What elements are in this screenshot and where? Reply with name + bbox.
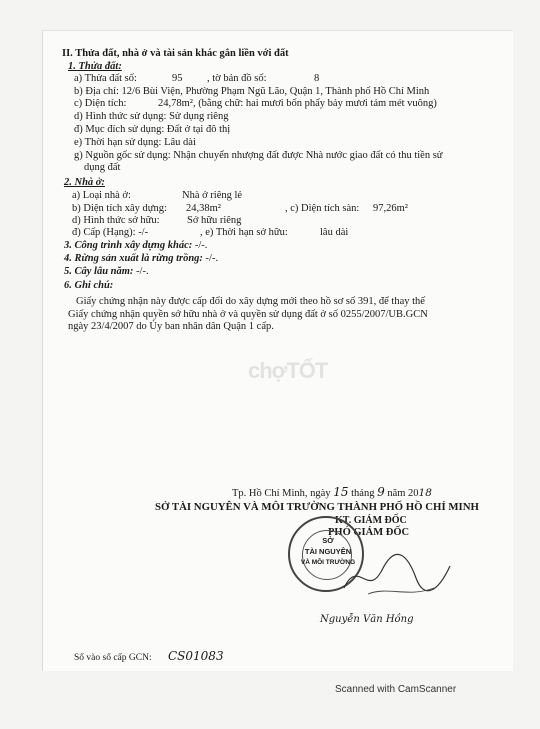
house-type-label: a) Loại nhà ở:	[72, 190, 131, 201]
date-day: 15	[333, 485, 349, 499]
house-heading: 2. Nhà ở:	[64, 177, 105, 188]
lot-number: 95	[172, 73, 183, 84]
other-construction-label: 3. Công trình xây dựng khác:	[64, 240, 193, 251]
use-form: d) Hình thức sử dụng: Sử dụng riêng	[74, 111, 229, 122]
floor-area-label: , c) Diện tích sàn:	[285, 203, 360, 214]
forest-label: 4. Rừng sản xuất là rừng trồng:	[64, 253, 203, 264]
ownership-value: Sở hữu riêng	[187, 215, 242, 226]
other-construction-value: -/-.	[192, 240, 208, 251]
registry-label: Số vào sổ cấp GCN:	[74, 653, 152, 663]
deputy-director: PHÓ GIÁM ĐỐC	[328, 527, 410, 538]
origin-line-1: g) Nguồn gốc sử dụng: Nhận chuyển nhượng đất được Nhà nước giao đất có thu tiền sử	[74, 150, 443, 161]
built-area-label: b) Diện tích xây dựng:	[72, 203, 167, 214]
use-purpose: đ) Mục đích sử dụng: Đất ở tại đô thị	[74, 124, 231, 135]
scanner-caption: Scanned with CamScanner	[335, 684, 457, 695]
perennial-label: 5. Cây lâu năm:	[64, 266, 134, 277]
ownership-term-label: , e) Thời hạn sở hữu:	[200, 227, 288, 238]
seal-line-3: VÀ MÔI TRƯỜNG	[300, 559, 356, 566]
kt-director: KT. GIÁM ĐỐC	[335, 515, 407, 526]
date-month: 9	[377, 485, 385, 499]
seal-line-2: TÀI NGUYÊN	[304, 547, 352, 556]
house-type-value: Nhà ở riêng lẻ	[182, 190, 243, 201]
authority-name: SỞ TÀI NGUYÊN VÀ MÔI TRƯỜNG THÀNH PHỐ HỒ CHÍ MINH	[155, 501, 479, 513]
forest-value: -/-.	[202, 253, 219, 264]
land-heading: 1. Thửa đất:	[68, 61, 122, 72]
floor-area-value: 97,26m²	[373, 203, 408, 214]
watermark-logo: chợTỐT	[248, 358, 328, 383]
notes-line-2: Giấy chứng nhận quyền sở hữu nhà ở và quyền sử dụng đất ở số 0255/2007/UB.GCN	[68, 309, 428, 320]
lot-label: a) Thửa đất số:	[74, 73, 137, 84]
area-value: 24,78m², (bằng chữ: hai mươi bốn phẩy bảy mươi tám mét vuông)	[158, 98, 437, 109]
perennial-value: -/-.	[133, 266, 149, 277]
grade-label: đ) Cấp (Hạng): -/-	[72, 227, 149, 238]
sheet-label: , tờ bản đồ số:	[207, 73, 267, 84]
notes-heading: 6. Ghi chú:	[64, 280, 114, 291]
section-title: II. Thửa đất, nhà ở và tài sản khác gắn liền với đất	[62, 48, 289, 59]
month-label: tháng	[351, 488, 375, 499]
signature-mark	[338, 548, 458, 608]
year-label: năm 20	[387, 488, 419, 499]
signer-name: Nguyễn Văn Hồng	[320, 614, 414, 625]
sheet-number: 8	[314, 73, 320, 84]
area-label: c) Diện tích:	[74, 98, 127, 109]
ownership-label: d) Hình thức sở hữu:	[72, 215, 160, 226]
built-area-value: 24,38m²	[186, 203, 221, 214]
origin-line-2: dụng đất	[84, 162, 121, 173]
notes-line-1: Giấy chứng nhận này được cấp đổi do xây dựng mới theo hồ sơ số 391, để thay thế	[76, 296, 425, 307]
use-term: e) Thời hạn sử dụng: Lâu dài	[74, 137, 196, 148]
address: b) Địa chỉ: 12/6 Bùi Viện, Phường Phạm Ngũ Lão, Quận 1, Thành phố Hồ Chí Minh	[74, 86, 430, 97]
date-prefix: Tp. Hồ Chí Minh, ngày	[232, 488, 331, 499]
registry-number: CS01083	[168, 649, 224, 663]
seal-line-1: SỞ	[322, 536, 334, 545]
date-year: 18	[418, 487, 432, 499]
notes-line-3: ngày 23/4/2007 do Ủy ban nhân dân Quận 1 cấp.	[68, 321, 274, 332]
ownership-term-value: lâu dài	[320, 227, 349, 238]
